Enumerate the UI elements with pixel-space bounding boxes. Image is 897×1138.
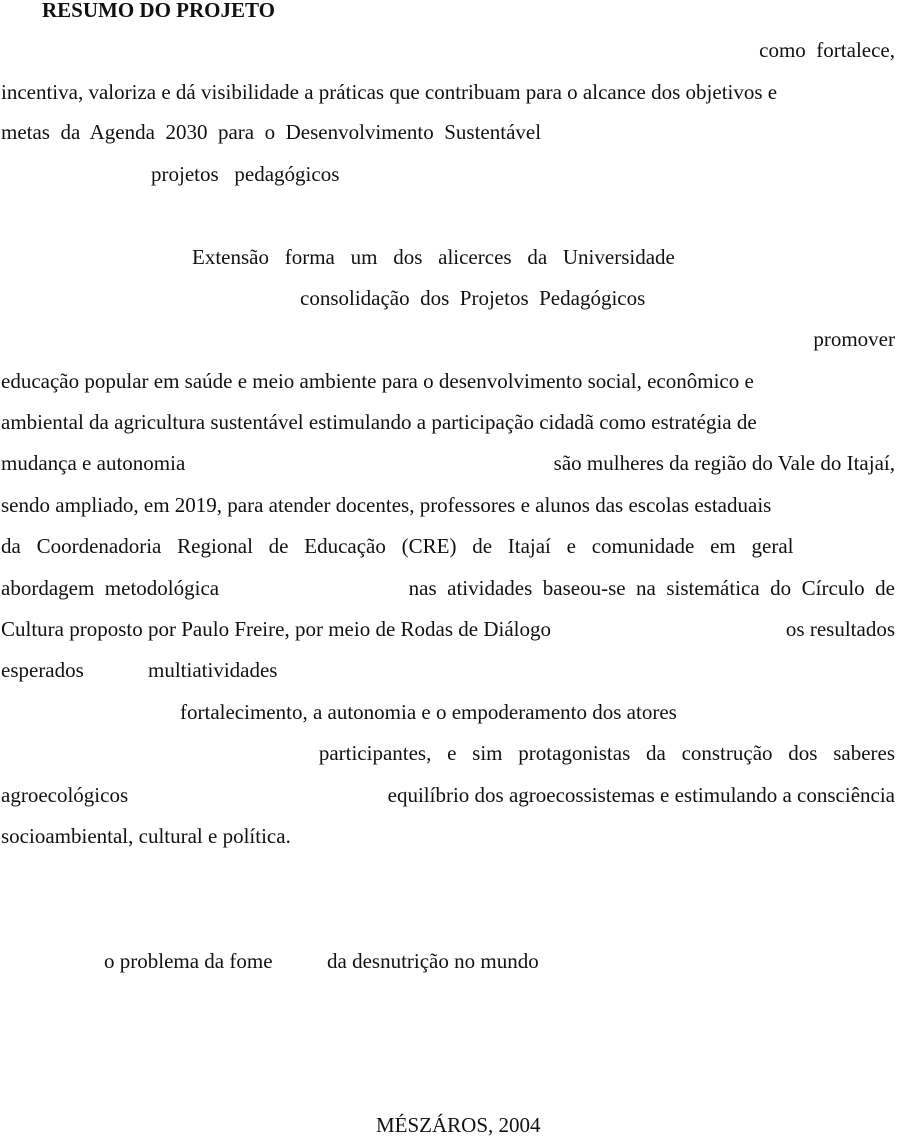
text-line-15b: multiatividades <box>148 658 278 682</box>
section-heading: RESUMO DO PROJETO <box>42 0 275 22</box>
text-line-4: projetos pedagógicos <box>151 162 340 186</box>
text-line-14b: os resultados <box>785 617 895 641</box>
text-line-1: como fortalece, <box>759 38 895 62</box>
text-line-20a: o problema da fome <box>104 949 273 973</box>
text-line-18b: equilíbrio dos agroecossistemas e estimulando a consciência <box>387 783 895 807</box>
text-line-17: participantes, e sim protagonistas da construção dos saberes <box>318 741 895 765</box>
text-line-15a: esperados <box>1 658 84 682</box>
text-line-2: incentiva, valoriza e dá visibilidade a práticas que contribuam para o alcance dos objetivos e <box>1 80 778 104</box>
text-line-13a: abordagem metodológica <box>1 576 220 600</box>
text-line-10a: mudança e autonomia <box>1 451 186 475</box>
text-line-3: metas da Agenda 2030 para o Desenvolvimento Sustentável <box>1 120 542 144</box>
text-line-14a: Cultura proposto por Paulo Freire, por meio de Rodas de Diálogo <box>1 617 551 641</box>
text-line-9: ambiental da agricultura sustentável estimulando a participação cidadã como estratégia de <box>1 410 757 434</box>
text-line-11: sendo ampliado, em 2019, para atender docentes, professores e alunos das escolas estaduais <box>1 493 772 517</box>
text-line-8: educação popular em saúde e meio ambiente para o desenvolvimento social, econômico e <box>1 369 754 393</box>
citation: MÉSZÁROS, 2004 <box>376 1113 541 1137</box>
text-line-12: da Coordenadoria Regional de Educação (CRE) de Itajaí e comunidade em geral <box>1 534 794 558</box>
text-line-19: socioambiental, cultural e política. <box>1 824 291 848</box>
text-line-7: promover <box>813 327 895 351</box>
text-line-6: consolidação dos Projetos Pedagógicos <box>300 286 646 310</box>
text-line-5: Extensão forma um dos alicerces da Universidade <box>192 245 675 269</box>
text-line-20b: da desnutrição no mundo <box>327 949 539 973</box>
text-line-16: fortalecimento, a autonomia e o empoderamento dos atores <box>180 700 677 724</box>
text-line-13b: nas atividades baseou-se na sistemática do Círculo de <box>408 576 895 600</box>
text-line-10b: são mulheres da região do Vale do Itajaí, <box>553 451 895 475</box>
text-line-18a: agroecológicos <box>1 783 129 807</box>
